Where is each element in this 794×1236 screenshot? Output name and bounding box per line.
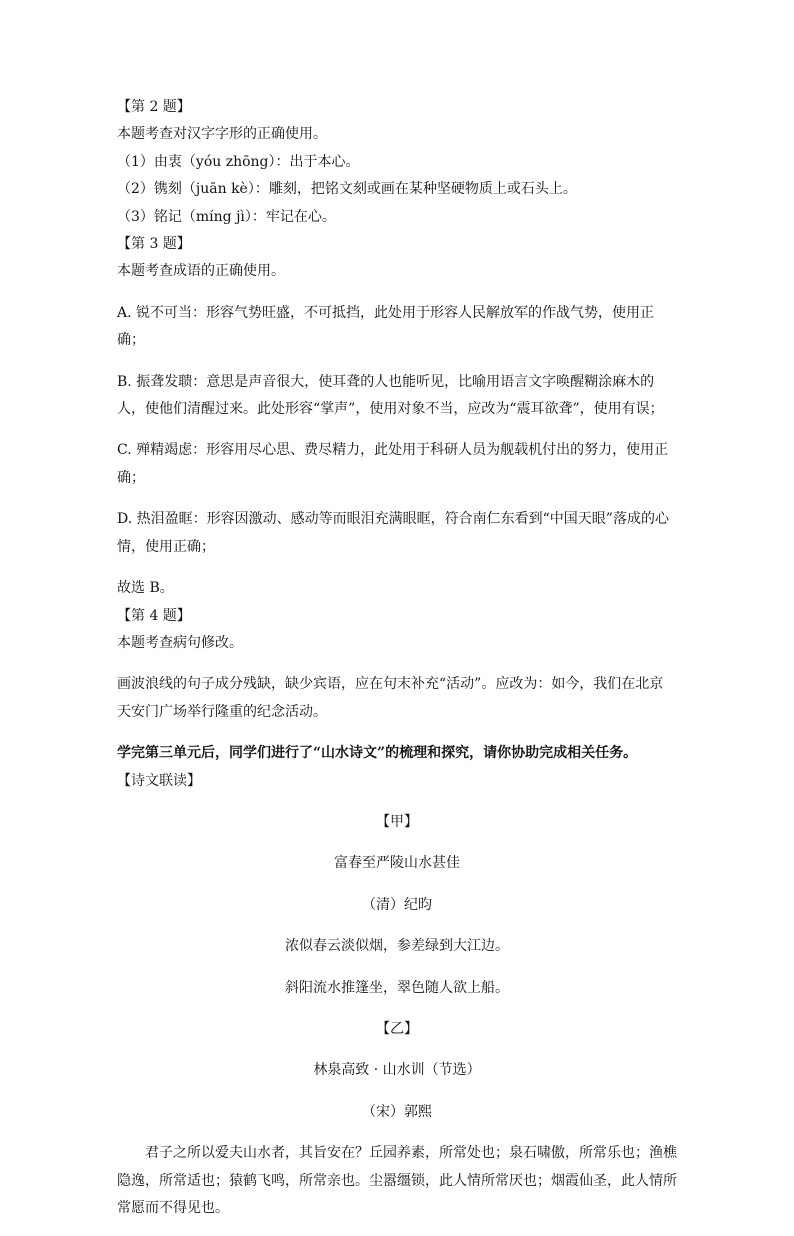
poem-jia-line-2: 斜阳流水推篷坐，翠色随人欲上船。 bbox=[285, 979, 509, 996]
section-heading: 【诗文联读】 bbox=[117, 772, 201, 789]
q3-option-c: C. 殚精竭虑：形容用尽心思、费尽精力，此处用于科研人员为舰载机付出的努力，使用正确； bbox=[117, 442, 669, 486]
prose-yi-author: （宋）郭熙 bbox=[362, 1103, 432, 1120]
q3-option-d: D. 热泪盈眶：形容因激动、感动等而眼泪充满眼眶，符合南仁东看到“中国天眼”落成的心情，使用正确； bbox=[117, 511, 669, 555]
q3-option-a: A. 锐不可当：形容气势旺盛，不可抵挡，此处用于形容人民解放军的作战气势，使用正确； bbox=[117, 304, 655, 349]
q2-item-1: （1）由衷（yóu zhōng）：出于本心。 bbox=[117, 153, 360, 170]
poem-jia-label: 【甲】 bbox=[376, 813, 418, 830]
poem-jia-line-1: 浓似春云淡似烟，参差绿到大江边。 bbox=[285, 938, 509, 955]
prose-yi-text: 君子之所以爱夫山水者，其旨安在？丘园养素，所常处也；泉石啸傲，所常乐也；渔樵隐逸，所常适也；猿鹤飞鸣，所常亲也。尘嚣缰锁，此人情所常厌也；烟霞仙圣，此人情所常愿而不得见也。 bbox=[117, 1145, 677, 1216]
poem-jia-author: （清）纪昀 bbox=[362, 896, 432, 913]
prose-yi-label: 【乙】 bbox=[376, 1020, 418, 1037]
q3-answer: 故选 B。 bbox=[117, 580, 174, 597]
q4-intro: 本题考查病句修改。 bbox=[117, 634, 243, 651]
q2-header: 【第 2 题】 bbox=[117, 99, 191, 115]
q2-item-3: （3）铭记（míng jì）：牢记在心。 bbox=[117, 208, 336, 225]
q4-header: 【第 4 题】 bbox=[117, 607, 191, 624]
q2-intro: 本题考查对汉字字形的正确使用。 bbox=[117, 126, 327, 143]
q3-option-b: B. 振聋发聩：意思是声音很大，使耳聋的人也能听见，比喻用语言文字唤醒糊涂麻木的人，使他们清醒过来。此处形容“掌声”，使用对象不当，应改为“震耳欲聋”，使用有误； bbox=[117, 373, 664, 418]
document-page bbox=[117, 94, 677, 1236]
q3-header: 【第 3 题】 bbox=[117, 236, 191, 253]
q3-intro: 本题考查成语的正确使用。 bbox=[117, 263, 285, 280]
q2-item-2: （2）镌刻（juān kè）：雕刻，把铭文刻或画在某种坚硬物质上或石头上。 bbox=[117, 181, 577, 198]
prose-yi-title: 林泉高致 · 山水训（节选） bbox=[313, 1062, 481, 1079]
task-instruction: 学完第三单元后，同学们进行了“山水诗文”的梳理和探究，请你协助完成相关任务。 bbox=[117, 745, 638, 762]
poem-jia-title: 富春至严陵山水甚佳 bbox=[334, 855, 460, 872]
q4-explanation: 画波浪线的句子成分残缺，缺少宾语，应在句末补充“活动”。应改为：如今，我们在北京天安门广场举行隆重的纪念活动。 bbox=[117, 676, 664, 720]
